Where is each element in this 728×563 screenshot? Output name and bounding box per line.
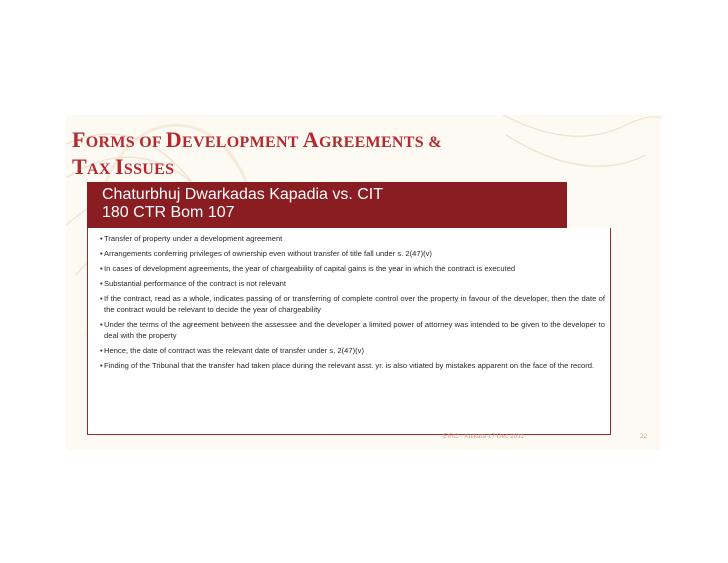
title-text: ORMS OF <box>85 134 166 151</box>
title-char: F <box>72 127 86 152</box>
bullet-text: Arrangements conferring privileges of ownership even without transfer of title fall under s. 2(47)(v) <box>104 248 432 258</box>
bullet-icon: • <box>100 346 103 356</box>
bullet-text: Hence, the date of contract was the relevant date of transfer under s. 2(47)(v) <box>104 346 365 356</box>
bullet-text: Substantial performance of the contract is not relevant <box>104 278 286 288</box>
list-item <box>100 248 605 260</box>
list-item <box>100 278 605 290</box>
case-reference: 180 CTR Bom 107 <box>102 204 235 221</box>
title-text: SSUES <box>123 161 175 178</box>
slide-title <box>72 128 442 182</box>
footer-text: EIRC - Kolkata 17 Dec 2011 <box>443 433 525 440</box>
bullet-icon: • <box>100 361 103 371</box>
case-citation <box>102 186 383 222</box>
bullet-icon: • <box>100 248 103 258</box>
title-text: AX <box>86 161 115 178</box>
bullet-text: Finding of the Tribunal that the transfer had taken place during the relevant asst. yr. is also vitiated by mistakes apparent on the face of the record. <box>104 361 595 371</box>
list-item <box>100 360 605 372</box>
bullet-text: If the contract, read as a whole, indicates passing of or transferring of complete control over the property in favour of the developer, then the date of the contract would be relevant to decide the year of chargeability <box>104 293 605 315</box>
bullet-icon: • <box>100 278 103 288</box>
title-char: T <box>72 154 87 179</box>
title-char: D <box>165 127 182 152</box>
bullet-text: Transfer of property under a development agreement <box>104 234 283 243</box>
list-item <box>100 293 605 316</box>
bullet-icon: • <box>100 234 103 243</box>
bullet-icon: • <box>100 293 103 303</box>
title-text: GREEMENTS & <box>319 134 442 151</box>
title-char: A <box>302 127 319 152</box>
bullet-icon: • <box>100 319 103 329</box>
list-item <box>100 263 605 275</box>
title-text: EVELOPMENT <box>181 134 303 151</box>
list-item <box>100 233 605 245</box>
bullet-icon: • <box>100 263 103 273</box>
list-item <box>100 319 605 342</box>
bullet-text: In cases of development agreements, the year of chargeability of capital gains is the year in which the contract is executed <box>104 263 516 273</box>
case-name: Chaturbhuj Dwarkadas Kapadia vs. CIT <box>102 186 384 203</box>
title-char: I <box>115 154 124 179</box>
bullet-text: Under the terms of the agreement between the assessee and the developer a limited power of attorney was intended to be given to the developer to deal with the property <box>104 319 605 341</box>
list-item <box>100 345 605 357</box>
page-number: 22 <box>640 433 648 440</box>
bullet-list <box>100 233 605 375</box>
